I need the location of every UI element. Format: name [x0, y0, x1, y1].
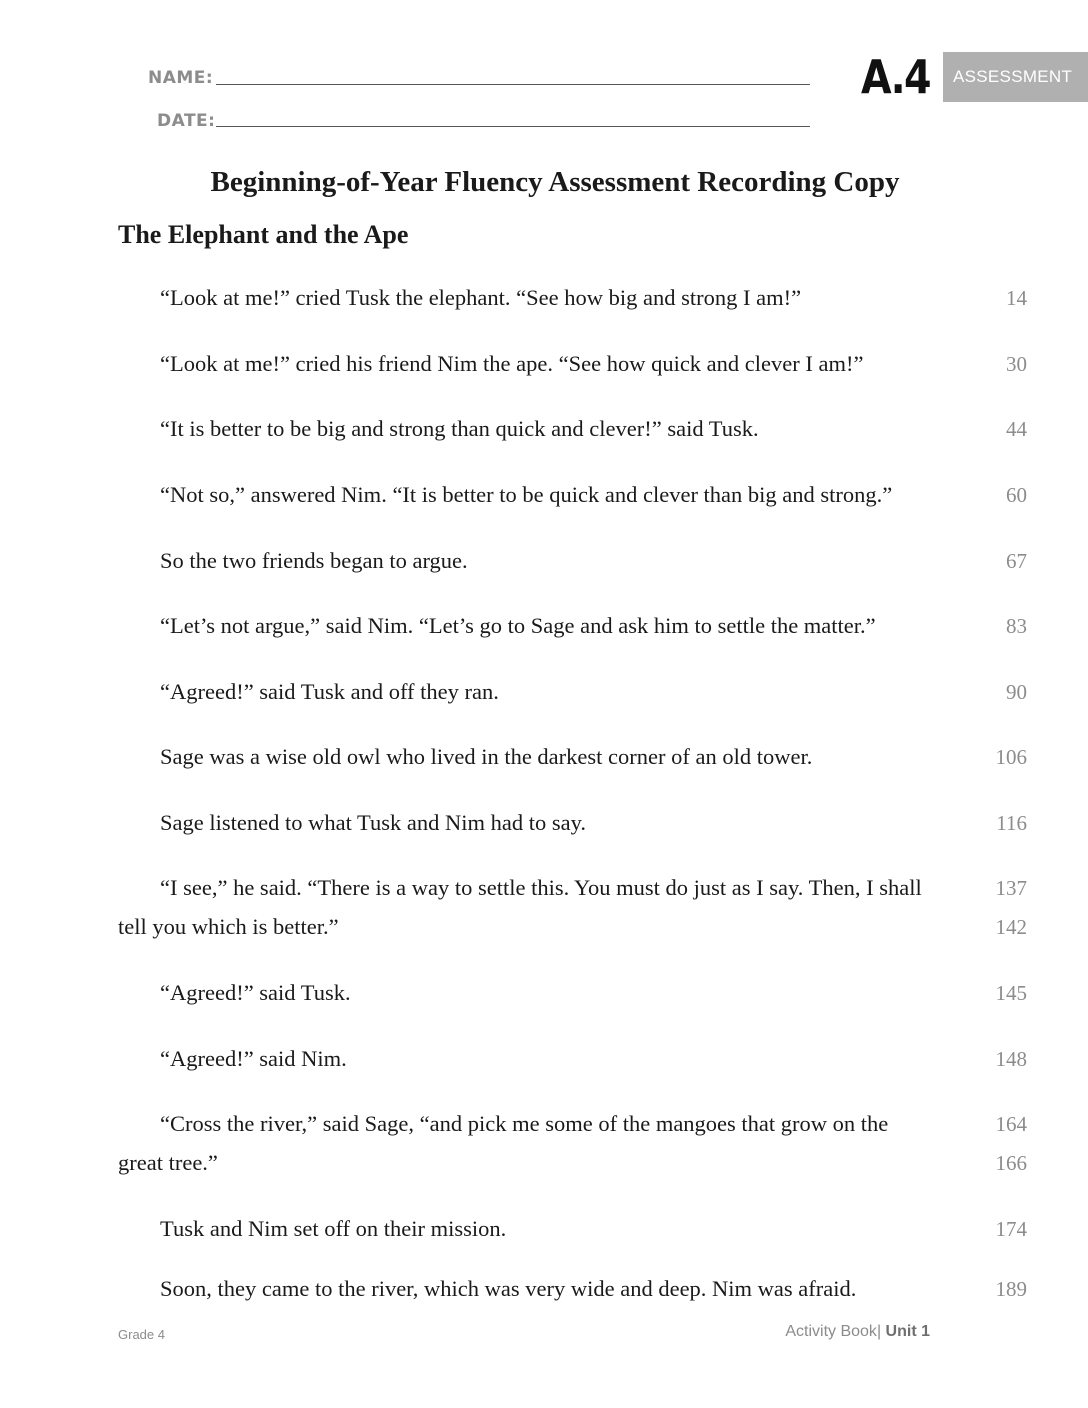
date-label: DATE: — [157, 111, 216, 131]
word-count: 83 — [1006, 614, 1027, 638]
story-line: Sage was a wise old owl who lived in the darkest corner of an old tower. — [160, 744, 813, 769]
section-code: A.4 — [861, 50, 930, 104]
story-title: The Elephant and the Ape — [118, 220, 409, 249]
story-line: “I see,” he said. “There is a way to settle this. You must do just as I say. Then, I shall — [160, 875, 922, 900]
word-count: 164 — [995, 1112, 1027, 1136]
footer-unit: Unit 1 — [885, 1323, 930, 1340]
story-line: Tusk and Nim set off on their mission. — [160, 1216, 507, 1241]
word-count: 30 — [1006, 352, 1027, 376]
story-line: “Agreed!” said Tusk. — [160, 980, 351, 1005]
word-count: 174 — [995, 1217, 1027, 1241]
page-title: Beginning-of-Year Fluency Assessment Recording Copy — [210, 166, 900, 198]
word-count: 14 — [1006, 286, 1027, 310]
name-field[interactable] — [216, 84, 810, 85]
name-label: NAME: — [148, 68, 214, 88]
word-count: 44 — [1006, 417, 1027, 441]
word-count: 60 — [1006, 483, 1027, 507]
date-field[interactable] — [216, 126, 810, 127]
assessment-tag: ASSESSMENT — [943, 52, 1088, 102]
story-line: tell you which is better.” — [118, 914, 339, 939]
word-count: 189 — [995, 1277, 1027, 1301]
word-count: 145 — [995, 981, 1027, 1005]
word-count: 67 — [1006, 549, 1027, 573]
story-line: “Not so,” answered Nim. “It is better to be quick and clever than big and strong.” — [160, 482, 893, 507]
story-line: Sage listened to what Tusk and Nim had to say. — [160, 810, 587, 835]
story-line: great tree.” — [118, 1150, 218, 1175]
word-count: 148 — [995, 1047, 1027, 1071]
word-count: 137 — [995, 876, 1027, 900]
word-count: 166 — [995, 1151, 1027, 1175]
word-count: 142 — [995, 915, 1027, 939]
word-count: 106 — [995, 745, 1027, 769]
footer-separator: | — [876, 1323, 882, 1340]
story-line: “Let’s not argue,” said Nim. “Let’s go to Sage and ask him to settle the matter.” — [160, 613, 876, 638]
story-line: So the two friends began to argue. — [160, 548, 468, 573]
word-count: 116 — [996, 811, 1027, 835]
story-line: “Look at me!” cried Tusk the elephant. “See how big and strong I am!” — [160, 285, 802, 310]
story-line: “Cross the river,” said Sage, “and pick me some of the mangoes that grow on the — [160, 1111, 889, 1136]
story-line: “Agreed!” said Tusk and off they ran. — [160, 679, 499, 704]
story-line: “Agreed!” said Nim. — [160, 1046, 347, 1071]
footer-grade: Grade 4 — [118, 1327, 165, 1342]
footer-book-unit — [785, 1323, 930, 1341]
story-line: “It is better to be big and strong than quick and clever!” said Tusk. — [160, 416, 759, 441]
word-count: 90 — [1006, 680, 1027, 704]
story-line: “Look at me!” cried his friend Nim the ape. “See how quick and clever I am!” — [160, 351, 864, 376]
footer-book: Activity Book — [785, 1323, 877, 1340]
story-line: Soon, they came to the river, which was very wide and deep. Nim was afraid. — [160, 1276, 857, 1301]
